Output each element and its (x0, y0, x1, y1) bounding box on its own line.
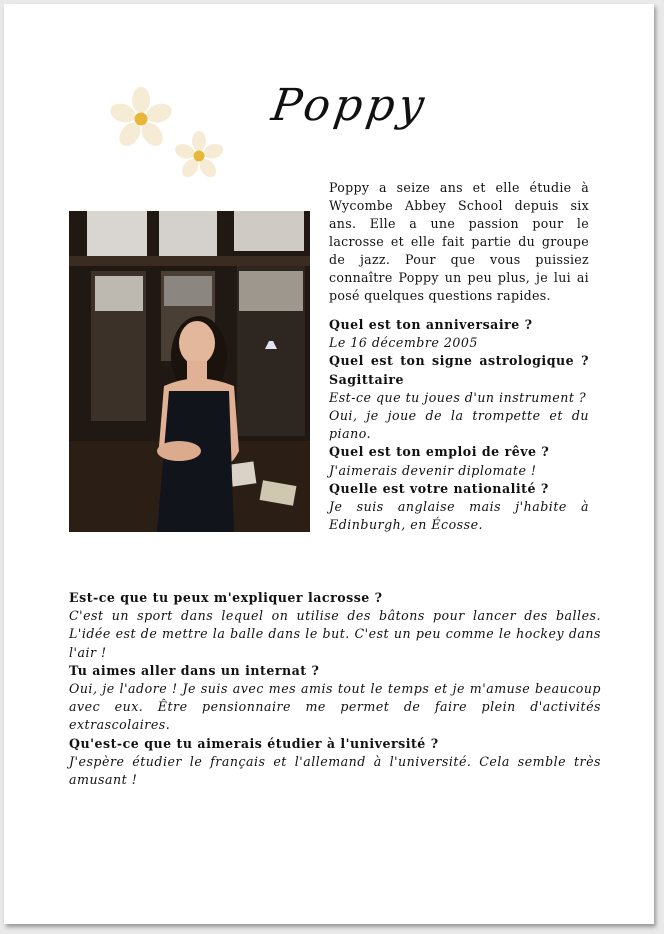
answer-dream-job: J'aimerais devenir diplomate ! (329, 462, 537, 478)
daisy-flower-large-icon (105, 86, 177, 152)
daisy-flower-small-icon (171, 130, 227, 182)
question-dream-job: Quel est ton emploi de rêve ? (329, 444, 550, 460)
answer-nationality: Je suis anglaise mais j'habite à Edinburgh, en Écosse. (329, 499, 589, 533)
question-university: Qu'est-ce que tu aimerais étudier à l'université ? (69, 735, 439, 751)
intro-paragraph: Poppy a seize ans et elle étudie à Wycombe Abbey School depuis six ans. Elle a une passion pour le lacrosse et elle fait partie du groupe de jazz. Pour que vous puissiez connaître Poppy un peu plus, je lui ai posé quelques questions rapides. (329, 180, 589, 303)
intro-column (329, 179, 589, 534)
question-boarding: Tu aimes aller dans un internat ? (69, 662, 320, 678)
document-page (4, 4, 654, 924)
question-birthday: Quel est ton anniversaire ? (329, 317, 533, 332)
question-nationality: Quelle est votre nationalité ? (329, 480, 549, 496)
short-interview (329, 316, 589, 534)
portrait-illustration-icon (69, 211, 310, 532)
extended-interview (69, 589, 601, 789)
answer-instrument: Oui, je joue de la trompette et du piano. (329, 408, 589, 442)
answer-university: J'espère étudier le français et l'allemand à l'université. Cela semble très amusant ! (69, 753, 601, 788)
question-lacrosse: Est-ce que tu peux m'expliquer lacrosse ? (69, 590, 383, 605)
question-star-sign: Quel est ton signe astrologique ? Sagittaire (329, 353, 589, 387)
page-title: Poppy (268, 80, 432, 131)
answer-birthday: Le 16 décembre 2005 (329, 335, 478, 351)
answer-boarding: Oui, je l'adore ! Je suis avec mes amis tout le temps et je m'amuse beaucoup avec eux. Être pensionnaire me permet de faire plein d'activités extrascolaires. (69, 681, 601, 733)
question-instrument: Est-ce que tu joues d'un instrument ? (329, 389, 587, 405)
portrait-photo (69, 211, 310, 532)
answer-lacrosse: C'est un sport dans lequel on utilise des bâtons pour lancer des balles. L'idée est de mettre la balle dans le but. C'est un peu comme le hockey dans l'air ! (69, 608, 601, 660)
